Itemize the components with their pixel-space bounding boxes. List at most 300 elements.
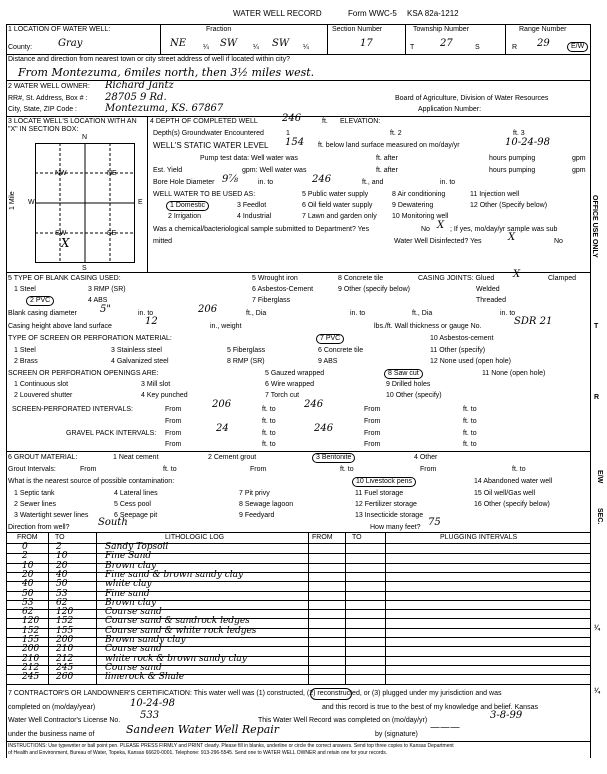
distance-label: Distance and direction from nearest town or city street address of well if located within city?: [8, 56, 291, 63]
city-label: City, State, ZIP Code :: [8, 106, 77, 113]
log-row-description: Brown sandy clay: [105, 635, 186, 645]
depth-value: 246: [282, 113, 302, 124]
log-row-description: Course sand & white rock ledges: [105, 625, 257, 636]
log-row-to: 152: [56, 616, 74, 627]
log-row-line: [6, 656, 590, 657]
log-row-to: 50: [56, 579, 68, 590]
sidebar-quarter-1: ¼: [594, 625, 600, 632]
screen-6: 8 RMP (SR): [227, 358, 265, 365]
gp-to-value: 246: [314, 423, 334, 434]
log-row-from: 245: [22, 672, 40, 683]
disinfected-no: No: [554, 238, 563, 245]
fraction-1: NE: [170, 38, 187, 49]
log-row-from: 0: [22, 542, 28, 552]
casing-7: 7 Fiberglass: [252, 297, 291, 304]
section-number-label: Section Number: [332, 26, 383, 33]
use-8: 8 Air conditioning: [392, 191, 446, 198]
sp-from-value: 206: [212, 399, 232, 410]
log-row-to: 245: [56, 662, 74, 673]
source-6: 6 Seepage pit: [114, 512, 158, 519]
log-row-description: Fine Sand: [105, 551, 152, 562]
section2-label: 2 WATER WELL OWNER:: [8, 83, 90, 90]
owner-value: Richard Jantz: [105, 80, 174, 91]
grout-2: 2 Cement grout: [208, 454, 257, 461]
log-title: LITHOLOGIC LOG: [165, 534, 225, 541]
log-column-line: [345, 532, 346, 684]
log-row-to: 200: [56, 635, 74, 645]
source-11: 11 Fuel storage: [355, 490, 404, 497]
log-column-line: [385, 532, 386, 684]
compass-n: N: [82, 134, 88, 141]
sidebar-quarter-2: ¼: [594, 688, 600, 695]
static-level-value: 154: [285, 137, 305, 148]
screen-10: 10 Asbestos-cement: [430, 335, 494, 342]
mile-label: 1 Mile: [9, 191, 16, 210]
log-row-from: 210: [22, 653, 40, 664]
gp-ft-to3: ft. to: [262, 441, 276, 448]
section1-label: 1 LOCATION OF WATER WELL:: [8, 26, 111, 33]
log-row-description: Fine sand & brown sandy clay: [105, 569, 244, 580]
use-4: 4 Industrial: [237, 213, 272, 220]
casing-1: 1 Steel: [14, 286, 36, 293]
diameter-label: Blank casing diameter: [8, 310, 77, 317]
compass-w: W: [28, 199, 35, 206]
source-2: 2 Sewer lines: [14, 501, 57, 508]
gw-2: ft. 2: [390, 130, 402, 137]
opening-3: 3 Mill slot: [141, 381, 171, 388]
source-14: 14 Abandoned water well: [474, 478, 553, 485]
fraction-label: Fraction: [206, 26, 232, 33]
section3-label: 3 LOCATE WELL'S LOCATION WITH AN "X" IN SECTION BOX:: [8, 118, 137, 133]
gp-ft-to4: ft. to: [463, 441, 477, 448]
log-row-line: [6, 674, 590, 675]
rule: [6, 451, 590, 452]
source-3: 3 Watertight sewer lines: [14, 512, 89, 519]
log-row-to: 62: [56, 597, 68, 608]
opening-7: 7 Torch cut: [265, 392, 300, 399]
source-16: 16 Other (specify below): [474, 501, 550, 508]
diameter-value: 5": [100, 304, 111, 315]
rule: [327, 24, 328, 54]
log-row-description: Brown clay: [105, 560, 157, 571]
bact-no: No: [421, 226, 430, 233]
sidebar-r: R: [594, 394, 600, 401]
log-row-description: Course sand & sandrock ledges: [105, 616, 250, 627]
source-10: 10 Livestock pens: [352, 477, 416, 487]
instructions-line2: of Health and Environment, Bureau of Water, Topeka, Kansas 66620-0001. Telephone: 913-296-5545. Send one to WATER WELL OWNER and retain one for your records.: [8, 750, 388, 756]
log-row-line: [6, 553, 590, 554]
gp-from-value: 24: [216, 423, 229, 434]
screen-8: 6 Concrete tile: [318, 347, 364, 354]
sp-to-value: 246: [304, 399, 324, 410]
log-row-to: 212: [56, 653, 74, 664]
use-10: 10 Monitoring well: [392, 213, 449, 220]
use-1: 1 Domestic: [166, 201, 209, 211]
use-7: 7 Lawn and garden only: [302, 213, 377, 220]
form-title: WATER WELL RECORD: [233, 9, 322, 18]
quarter-1: ¼: [203, 44, 209, 51]
compass-e: E: [138, 199, 143, 206]
county-label: County:: [8, 44, 33, 51]
casing-5: 5 Wrought iron: [252, 275, 298, 282]
pump-label: Pump test data: Well water was: [200, 155, 298, 162]
screen-9: 9 ABS: [318, 358, 338, 365]
range-r: R: [512, 44, 518, 51]
sp-label: SCREEN-PERFORATED INTERVALS:: [12, 406, 133, 413]
mitted: mitted: [153, 238, 173, 245]
bact-tail: ; If yes, mo/day/yr sample was sub: [450, 226, 558, 233]
log-row-line: [6, 665, 590, 666]
sidebar-t: T: [594, 323, 599, 330]
log-column-line: [308, 532, 309, 684]
sidebar-ew: E/W: [596, 470, 603, 484]
gp-from: From: [165, 430, 182, 437]
static-level-label: WELL'S STATIC WATER LEVEL: [153, 141, 269, 150]
screen-3: 3 Stainless steel: [111, 347, 162, 354]
log-row-from: 2: [22, 551, 28, 562]
log-row-from: 152: [22, 625, 40, 636]
signature-label: by (signature): [375, 731, 418, 738]
rule: [6, 80, 590, 81]
log-row-to: 2: [56, 542, 62, 552]
howmany-label: How many feet?: [370, 524, 421, 531]
log-row-line: [6, 618, 590, 619]
log-row-description: Course sand: [105, 662, 162, 673]
opening-10: 10 Other (specify): [386, 392, 442, 399]
screen-11: 11 Other (specify): [430, 347, 486, 354]
opening-5: 5 Gauzed wrapped: [265, 370, 325, 377]
range-label: Range Number: [519, 26, 567, 33]
range-value: 29: [537, 38, 550, 49]
log-row-to: 260: [56, 672, 74, 683]
section5-label: 5 TYPE OF BLANK CASING USED:: [8, 275, 121, 282]
township-label: Township Number: [413, 26, 470, 33]
log-row-from: 40: [22, 579, 34, 590]
clamped-label: Clamped: [548, 275, 577, 282]
section7-label: 7 CONTRACTOR'S OR LANDOWNER'S CERTIFICATION: This water well was (1) constructed, (2) reconstructed, or (3) plugged under my jurisdiction and was: [8, 690, 502, 697]
rule: [6, 54, 590, 55]
log-row-to: 53: [56, 588, 68, 599]
log-row-line: [6, 572, 590, 573]
casing-4: 4 ABS: [88, 297, 108, 304]
log-row-from: 200: [22, 644, 40, 655]
casing-9: 9 Other (specify below): [338, 286, 410, 293]
log-column-line: [96, 532, 97, 684]
form-number: Form WWC-5: [348, 9, 397, 18]
screen-label: TYPE OF SCREEN OR PERFORATION MATERIAL:: [8, 335, 172, 342]
use-2: 2 Irrigation: [168, 213, 202, 220]
openings-label: SCREEN OR PERFORATION OPENINGS ARE:: [8, 370, 159, 377]
log-row-line: [6, 581, 590, 582]
gw-3: ft. 3: [513, 130, 525, 137]
use-12: 12 Other (Specify below): [470, 202, 548, 209]
sp-ft-to: ft. to: [262, 406, 276, 413]
quarter-3: ¼: [303, 44, 309, 51]
quad-nw: NW: [55, 170, 67, 177]
use-6: 6 Oil field water supply: [302, 202, 373, 209]
log-row-description: Fine sand: [105, 588, 150, 599]
height-value: 12: [145, 316, 158, 327]
log-row-line: [6, 591, 590, 592]
grout-intervals: Grout Intervals:: [8, 466, 56, 473]
log-row-from: 10: [22, 560, 34, 571]
sp-from2: From: [364, 406, 381, 413]
range-ew: E/W: [567, 42, 588, 52]
board-label: Board of Agriculture, Division of Water Resources: [395, 95, 549, 102]
yield-hours: hours pumping: [489, 167, 536, 174]
business-value: Sandeen Water Well Repair: [126, 723, 280, 736]
joints-label: CASING JOINTS: Glued: [418, 275, 495, 282]
disinfected-label: Water Well Disinfected? Yes: [394, 238, 482, 245]
log-row-description: white clay: [105, 579, 152, 590]
opening-6: 6 Wire wrapped: [265, 381, 315, 388]
license-value: 533: [140, 710, 160, 721]
compass-s: S: [82, 265, 87, 272]
log-row-from: 53: [22, 597, 34, 608]
log-row-from: 50: [22, 588, 34, 599]
gw-1: 1: [286, 130, 290, 137]
contamination-question: What is the nearest source of possible contamination:: [8, 478, 175, 485]
log-row-from: 20: [22, 569, 34, 580]
well-location-x: X: [61, 236, 70, 250]
bore-in: in. to: [258, 179, 274, 186]
sp-ft-to2: ft. to: [463, 406, 477, 413]
quad-se: SE: [107, 230, 117, 237]
gi-ft-to2: ft. to: [340, 466, 354, 473]
log-row-line: [6, 646, 590, 647]
screen-7: 7 PVC: [316, 334, 344, 344]
ksa-number: KSA 82a-1212: [407, 9, 459, 18]
gi-from3: From: [420, 466, 437, 473]
plug-title: PLUGGING INTERVALS: [440, 534, 518, 541]
log-row-from: 212: [22, 662, 40, 673]
casing-3: 3 RMP (SR): [88, 286, 126, 293]
pump-hours: hours pumping: [489, 155, 536, 162]
bore-value: 9⅞: [222, 174, 239, 185]
source-5: 5 Cess pool: [114, 501, 151, 508]
log-row-to: 210: [56, 644, 74, 655]
source-7: 7 Pit privy: [239, 490, 270, 497]
rule: [147, 116, 148, 272]
use-11: 11 Injection well: [470, 191, 520, 198]
completed-value: 10-24-98: [130, 698, 175, 709]
license-label: Water Well Contractor's License No.: [8, 717, 121, 724]
sp-from: From: [165, 406, 182, 413]
howmany-value: 75: [428, 517, 441, 528]
frame-left: [6, 24, 7, 758]
log-row-line: [6, 628, 590, 629]
log-row-description: white rock & brown sandy clay: [105, 653, 247, 664]
gi-ft-to: ft. to: [163, 466, 177, 473]
quad-sw: SW: [55, 230, 67, 237]
sp-from4: From: [364, 418, 381, 425]
screen-2: 2 Brass: [14, 358, 38, 365]
log-row-from: 120: [22, 616, 40, 627]
diameter-to: 206: [198, 304, 218, 315]
use-3: 3 Feedlot: [237, 202, 267, 209]
log-row-to: 20: [56, 560, 68, 571]
height-in: in., weight: [210, 323, 242, 330]
groundwater-label: Depth(s) Groundwater Encountered: [153, 130, 264, 137]
grout-3: 3 Bentonite: [312, 453, 355, 463]
log-row-line: [6, 684, 590, 685]
bact-question: Was a chemical/bacteriological sample submitted to Department? Yes: [153, 226, 370, 233]
frame-right: [590, 24, 591, 758]
opening-8: 8 Saw cut: [384, 369, 423, 379]
source-12: 12 Fertilizer storage: [355, 501, 417, 508]
gp-label: GRAVEL PACK INTERVALS:: [66, 430, 157, 437]
sp-from3: From: [165, 418, 182, 425]
log-row-from: 62: [22, 607, 34, 618]
log-column-line: [48, 532, 49, 684]
source-15: 15 Oil well/Gas well: [474, 490, 536, 497]
township-t: T: [410, 44, 415, 51]
sidebar-sec: SEC.: [596, 508, 603, 525]
rule: [6, 532, 590, 533]
static-date: 10-24-98: [505, 137, 550, 148]
signature-mark: ———: [430, 722, 460, 733]
log-to-header: TO: [55, 534, 65, 541]
gp-from4: From: [364, 441, 381, 448]
frame-top: [6, 24, 590, 25]
yield-label: Est. Yield: [153, 167, 183, 174]
gp-ft-to2: ft. to: [463, 430, 477, 437]
city-value: Montezuma, KS. 67867: [105, 103, 224, 114]
casing-8: 8 Concrete tile: [338, 275, 384, 282]
use-label: WELL WATER TO BE USED AS:: [153, 191, 256, 198]
opening-1: 1 Continuous slot: [14, 381, 69, 388]
log-row-from: 155: [22, 635, 40, 645]
opening-11: 11 None (open hole): [482, 370, 546, 377]
log-row-description: Course sand: [105, 607, 162, 618]
county-value: Gray: [58, 38, 83, 49]
gauge-value: SDR 21: [514, 316, 553, 327]
address-value: 28705 9 Rd.: [105, 92, 167, 103]
gp-ft-to: ft. to: [262, 430, 276, 437]
use-9: 9 Dewatering: [392, 202, 434, 209]
sp-ft-to4: ft. to: [463, 418, 477, 425]
gi-from: From: [80, 466, 97, 473]
grout-1: 1 Neat cement: [113, 454, 159, 461]
office-use-label: OFFICE USE ONLY: [591, 195, 598, 258]
bore-to: 246: [312, 174, 332, 185]
true-text: and this record is true to the best of my knowledge and belief. Kansas: [322, 704, 538, 711]
depth-ft: ft.: [322, 118, 328, 125]
screen-12: 12 None used (open hole): [430, 358, 511, 365]
opening-4: 4 Key punched: [141, 392, 188, 399]
township-s: S: [475, 44, 480, 51]
yield-after: ft. after: [376, 167, 398, 174]
elevation-label: ELEVATION:: [340, 118, 381, 125]
rule: [6, 272, 590, 273]
fraction-3: SW: [272, 38, 290, 49]
direction-value: South: [98, 517, 128, 528]
rule: [505, 24, 506, 54]
address-label: RR#, St. Address, Box # :: [8, 95, 88, 102]
log-row-to: 40: [56, 569, 68, 580]
log-row-to: 120: [56, 607, 74, 618]
log-row-description: Course sand: [105, 644, 162, 655]
gp-from3: From: [165, 441, 182, 448]
section4-label: 4 DEPTH OF COMPLETED WELL: [150, 118, 258, 125]
static-tail: ft. below land surface measured on mo/day/yr: [318, 142, 460, 149]
sp-ft-to3: ft. to: [262, 418, 276, 425]
township-value: 27: [440, 38, 453, 49]
business-label: under the business name of: [8, 731, 95, 738]
direction-label: Direction from well?: [8, 524, 70, 531]
log-row-line: [6, 637, 590, 638]
bact-x: X: [437, 220, 445, 231]
plug-from-header: FROM: [312, 534, 333, 541]
casing-2: 2 PVC: [26, 296, 54, 306]
log-from-header: FROM: [17, 534, 38, 541]
constructed-circle: [310, 688, 352, 700]
diameter-dia: ft., Dia: [246, 310, 267, 317]
rule: [6, 543, 590, 544]
source-1: 1 Septic tank: [14, 490, 55, 497]
record-date: 3-8-99: [490, 710, 523, 721]
glued-x: X: [513, 269, 521, 280]
screen-4: 4 Galvanized steel: [111, 358, 169, 365]
record-text: This Water Well Record was completed on (mo/day/yr): [258, 717, 428, 724]
gi-from2: From: [250, 466, 267, 473]
height-label: Casing height above land surface: [8, 323, 112, 330]
source-13: 13 Insecticide storage: [355, 512, 424, 519]
grout-4: 4 Other: [414, 454, 438, 461]
opening-2: 2 Louvered shutter: [14, 392, 73, 399]
gauge-label: lbs./ft. Wall thickness or gauge No.: [374, 323, 482, 330]
rule: [6, 741, 590, 742]
source-9: 9 Feedyard: [239, 512, 275, 519]
source-4: 4 Lateral lines: [114, 490, 158, 497]
application-label: Application Number:: [418, 106, 482, 113]
log-row-to: 10: [56, 551, 68, 562]
plug-to-header: TO: [352, 534, 362, 541]
diameter-in: in. to: [138, 310, 154, 317]
section6-label: 6 GROUT MATERIAL:: [8, 454, 78, 461]
diameter-dia2: ft., Dia: [412, 310, 433, 317]
gi-ft-to3: ft. to: [512, 466, 526, 473]
opening-9: 9 Drilled holes: [386, 381, 431, 388]
log-row-to: 155: [56, 625, 74, 636]
pump-gpm: gpm: [572, 155, 586, 162]
log-row-line: [6, 609, 590, 610]
use-5: 5 Public water supply: [302, 191, 369, 198]
bore-label: Bore Hole Diameter: [153, 179, 215, 186]
log-row-line: [6, 600, 590, 601]
bore-and: ft., and: [362, 179, 384, 186]
rule: [405, 24, 406, 54]
section-value: 17: [360, 38, 373, 49]
log-row-description: limerock & Shale: [105, 672, 185, 683]
pump-after: ft. after: [376, 155, 398, 162]
welded-label: Welded: [476, 286, 500, 293]
disinfected-x: X: [508, 232, 516, 243]
diameter-in2: in. to: [350, 310, 366, 317]
quarter-2: ¼: [253, 44, 259, 51]
yield-tail: gpm: Well water was: [242, 167, 307, 174]
section-box: [35, 143, 135, 263]
bore-in2: in. to: [440, 179, 456, 186]
rule: [160, 24, 161, 54]
source-8: 8 Sewage lagoon: [239, 501, 294, 508]
completed-label: completed on (mo/day/year): [8, 704, 96, 711]
threaded-label: Threaded: [476, 297, 506, 304]
quad-ne: NE: [107, 170, 117, 177]
section-grid: [35, 143, 135, 263]
log-row-description: Sandy Topsoil: [105, 542, 169, 552]
yield-gpm: gpm: [572, 167, 586, 174]
